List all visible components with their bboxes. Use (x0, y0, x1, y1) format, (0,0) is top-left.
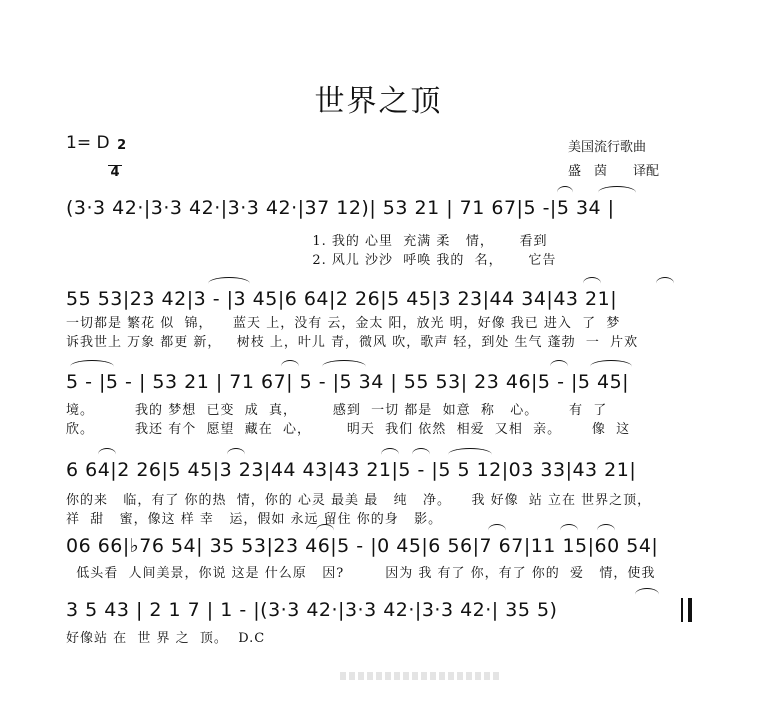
notation-line-4: 6 64|2 26|5 45|3 23|44 43|43 21|5 - |5 5 12|03 33|43 21| (66, 459, 637, 481)
tie-mark (322, 360, 366, 373)
slur-mark (560, 524, 578, 537)
lyric-line-1a: 1. 我的 心里 充满 柔 情， 看到 (66, 234, 548, 249)
lyric-line-4a: 你的来 临，有了 你的热 情，你的 心灵 最美 最 纯 净。 我 好像 站 立在 世界之顶， (66, 493, 652, 508)
slur-mark (316, 524, 334, 537)
slur-mark (583, 277, 601, 290)
lyric-line-3a: 境。 我的 梦想 已变 成 真， 感到 一切 都是 如意 称 心。 有 了 (66, 403, 608, 418)
tie-mark (598, 186, 636, 199)
time-signature-bottom: 4 (108, 165, 122, 179)
notation-line-3: 5 - |5 - | 53 21 | 71 67| 5 - |5 34 | 55 53| 23 46|5 - |5 45| (66, 371, 630, 393)
lyric-line-1b: 2. 风儿 沙沙 呼唤 我的 名， 它告 (66, 253, 557, 268)
faded-watermark (340, 672, 500, 680)
notation-line-6: 3 5 43 | 2 1 7 | 1 - |(3·3 42·|3·3 42·|3·3 42·| 35 5) (66, 599, 558, 621)
time-signature (108, 126, 127, 192)
lyric-line-2a: 一切都是 繁花 似 锦， 蓝天 上，没有 云，金太 阳，放光 明，好像 我已 进入 了 梦 (66, 316, 621, 331)
slur-mark (656, 277, 674, 290)
final-barline (681, 598, 692, 622)
lyric-line-4b: 祥 甜 蜜，像这 样 幸 运，假如 永远 留住 你的身 影。 (66, 512, 443, 527)
tie-mark (208, 277, 250, 290)
slur-mark (281, 360, 299, 373)
slur-mark (488, 524, 506, 537)
slur-mark (597, 524, 615, 537)
time-signature-top: 2 (117, 138, 127, 153)
slur-mark (381, 448, 399, 461)
tie-mark (448, 448, 492, 461)
slur-mark (412, 448, 430, 461)
lyric-line-2b: 诉我世上 万象 都更 新， 树枝 上，叶儿 青，微风 吹，歌声 轻，到处 生气 蓬勃 一 片欢 (66, 335, 639, 350)
lyric-line-5a: 低头看 人间美景，你说 这是 什么原 因? 因为 我 有了 你，有了 你的 爱 情，使我 (66, 566, 656, 581)
lyric-line-3b: 欣。 我还 有个 愿望 藏在 心， 明天 我们 依然 相爱 又相 亲。 像 这 (66, 422, 631, 437)
genre-credit: 美国流行歌曲 (568, 140, 647, 155)
slur-mark (550, 360, 568, 373)
tie-mark (70, 360, 114, 373)
notation-line-2: 55 53|23 42|3 - |3 45|6 64|2 26|5 45|3 23|44 34|43 21| (66, 288, 618, 310)
slur-mark (557, 186, 573, 199)
slur-mark (227, 448, 245, 461)
slur-mark (635, 588, 659, 601)
song-title: 世界之顶 (314, 84, 443, 119)
arranger-credit: 盛 茵 译配 (568, 164, 660, 179)
slur-mark (98, 448, 116, 461)
notation-line-5: 06 66|♭76 54| 35 53|23 46|5 - |0 45|6 56|7 67|11 15|60 54| (66, 535, 659, 557)
tie-mark (590, 360, 632, 373)
lyric-line-6a: 好像站 在 世 界 之 顶。 D.C (66, 631, 266, 646)
notation-line-1: (3·3 42·|3·3 42·|3·3 42·|37 12)| 53 21 | 71 67|5 -|5 34 | (66, 197, 615, 219)
key-signature: 1= D (66, 133, 110, 153)
